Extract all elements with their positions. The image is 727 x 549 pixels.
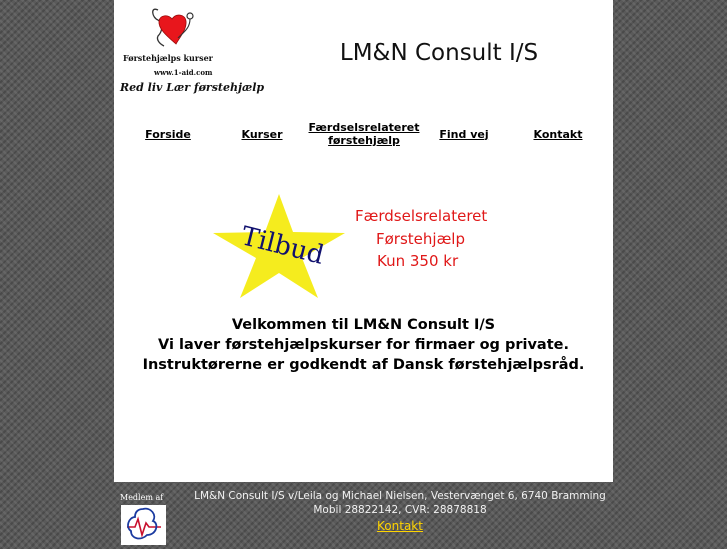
welcome-line-1: Velkommen til LM&N Consult I/S	[231, 317, 496, 333]
nav-item-faerdselsrelateret[interactable]	[302, 118, 426, 150]
first-aid-council-icon	[121, 505, 166, 545]
offer-line-3: Kun 350 kr	[377, 252, 459, 270]
logo-brand-text: Førstehjælps kurser	[123, 53, 213, 63]
site-logo[interactable]	[118, 4, 268, 96]
member-label: Medlem af	[120, 493, 164, 502]
main-navigation	[114, 118, 613, 150]
offer-star-icon	[208, 188, 358, 304]
offer-badge-text: Tilbud	[238, 221, 327, 271]
nav-item-kurser[interactable]: Kurser	[241, 127, 283, 141]
member-badge[interactable]	[114, 490, 170, 545]
logo-tagline: Red liv Lær førstehjælp	[120, 81, 265, 94]
footer-contact-link[interactable]: Kontakt	[377, 519, 423, 533]
welcome-line-3: Instruktørerne er godkendt af Dansk førstehjælpsråd.	[142, 357, 585, 373]
nav-item-find-vej[interactable]: Find vej	[439, 127, 489, 141]
nav-item-kontakt[interactable]: Kontakt	[533, 127, 583, 141]
nav-item-faerdselsrelateret-line1: Færdselsrelateret	[308, 121, 420, 134]
footer-phone-cvr: Mobil 28822142, CVR: 28878818	[313, 504, 487, 516]
offer-banner[interactable]	[208, 188, 528, 304]
content-panel	[114, 0, 613, 482]
offer-line-2: Førstehjælp	[376, 230, 465, 248]
offer-line-1: Færdselsrelateret	[355, 207, 488, 225]
welcome-line-2: Vi laver førstehjælpskurser for firmaer og private.	[158, 337, 569, 353]
logo-url-text: www.1-aid.com	[154, 68, 213, 77]
nav-item-forside[interactable]: Forside	[145, 127, 191, 141]
welcome-text	[114, 315, 613, 375]
footer	[170, 489, 630, 534]
footer-address: LM&N Consult I/S v/Leila og Michael Nielsen, Vestervænget 6, 6740 Bramming	[194, 490, 606, 502]
site-title: LM&N Consult I/S	[339, 40, 539, 66]
nav-item-faerdselsrelateret-line2: førstehjælp	[328, 134, 400, 147]
member-organisation-logo	[121, 505, 166, 545]
